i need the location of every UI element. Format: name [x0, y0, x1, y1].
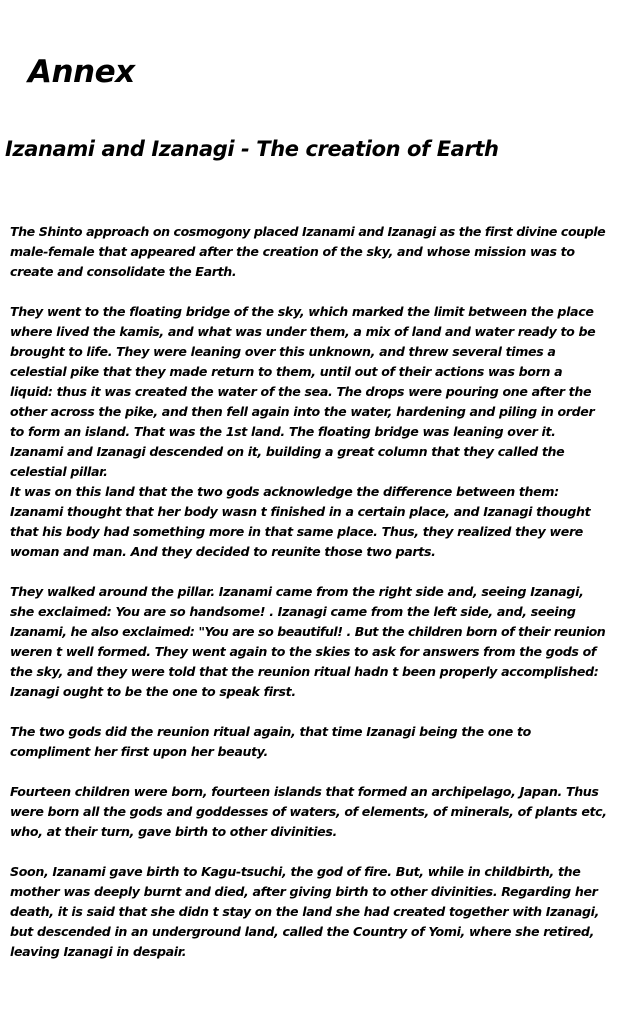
paragraph-difference	[10, 482, 610, 562]
paragraph-creation-intro	[10, 222, 610, 282]
text-line: mother was deeply burnt and died, after giving birth to other divinities. Regarding her	[10, 884, 598, 899]
text-line: woman and man. And they decided to reunite those two parts.	[10, 544, 436, 559]
paragraph-reunion-ritual	[10, 722, 610, 762]
text-line: but descended in an underground land, called the Country of Yomi, where she retired,	[10, 924, 595, 939]
text-line: to form an island. That was the 1st land. The floating bridge was leaning over it.	[10, 424, 556, 439]
text-line: It was on this land that the two gods acknowledge the difference between them:	[10, 484, 559, 499]
text-line: celestial pike that they made return to them, until out of their actions was born a	[10, 364, 563, 379]
text-line: The Shinto approach on cosmogony placed Izanami and Izanagi as the first divine couple	[10, 224, 606, 239]
text-line: brought to life. They were leaning over this unknown, and threw several times a	[10, 344, 556, 359]
text-line: the sky, and they were told that the reunion ritual hadn t been properly accomplished:	[10, 664, 599, 679]
text-line: The two gods did the reunion ritual again, that time Izanagi being the one to	[10, 724, 531, 739]
text-line: Soon, Izanami gave birth to Kagu-tsuchi, the god of fire. But, while in childbirth, the	[10, 864, 581, 879]
text-line: who, at their turn, gave birth to other divinities.	[10, 824, 337, 839]
section-title: Izanami and Izanagi - The creation of Earth	[5, 137, 499, 161]
text-line: celestial pillar.	[10, 464, 108, 479]
text-line: she exclaimed: You are so handsome! . Izanagi came from the left side, and, seeing	[10, 604, 576, 619]
text-line: weren t well formed. They went again to the skies to ask for answers from the gods of	[10, 644, 597, 659]
text-line: They walked around the pillar. Izanami came from the right side and, seeing Izanagi,	[10, 584, 584, 599]
annex-heading: Annex	[28, 54, 135, 90]
paragraph-floating-bridge	[10, 302, 610, 482]
paragraph-kagu-tsuchi	[10, 862, 610, 962]
text-line: were born all the gods and goddesses of waters, of elements, of minerals, of plants etc,	[10, 804, 607, 819]
text-line: create and consolidate the Earth.	[10, 264, 237, 279]
text-line: male-female that appeared after the creation of the sky, and whose mission was to	[10, 244, 575, 259]
text-line: They went to the floating bridge of the sky, which marked the limit between the place	[10, 304, 594, 319]
text-line: Izanami and Izanagi descended on it, building a great column that they called the	[10, 444, 565, 459]
body-text	[10, 222, 610, 962]
text-line: Izanami, he also exclaimed: "You are so beautiful! . But the children born of their reunion	[10, 624, 606, 639]
text-line: death, it is said that she didn t stay on the land she had created together with Izanagi,	[10, 904, 600, 919]
text-line: compliment her first upon her beauty.	[10, 744, 268, 759]
paragraph-fourteen-children	[10, 782, 610, 842]
text-line: other across the pike, and then fell again into the water, hardening and piling in order	[10, 404, 595, 419]
text-line: that his body had something more in that same place. Thus, they realized they were	[10, 524, 583, 539]
paragraph-pillar	[10, 582, 610, 702]
text-line: Izanagi ought to be the one to speak first.	[10, 684, 296, 699]
text-line: Fourteen children were born, fourteen islands that formed an archipelago, Japan. Thus	[10, 784, 599, 799]
text-line: liquid: thus it was created the water of the sea. The drops were pouring one after the	[10, 384, 592, 399]
text-line: leaving Izanagi in despair.	[10, 944, 187, 959]
text-line: Izanami thought that her body wasn t finished in a certain place, and Izanagi thought	[10, 504, 591, 519]
text-line: where lived the kamis, and what was under them, a mix of land and water ready to be	[10, 324, 596, 339]
